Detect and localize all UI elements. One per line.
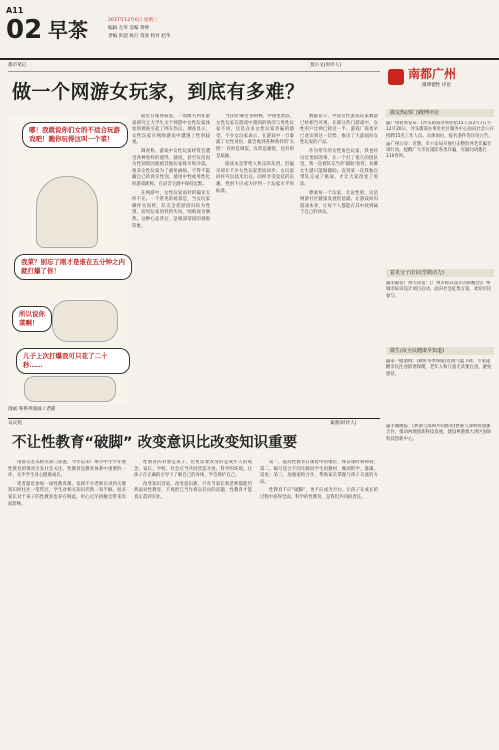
article-col-1	[132, 114, 210, 414]
paragraph: 游戏本是带给人快乐的东西，但偏见却让不少女性玩家望而却步。女玩家同样可以技术出众，同样享受竞技的乐趣。性别不应成为评判一个玩家水平的标准。	[216, 162, 294, 194]
article-col-3	[300, 114, 378, 414]
editor-credits: 编辑 左华 美编 黄钟	[108, 26, 150, 31]
sidebar-section-title-3: 微生活(全民健康早知道)	[386, 347, 494, 355]
paragraph: 性教育的对象是孩子，但更需要改变的是成年人的观念。家长、学校、社会应当共同营造开放、科学的环境，让孩子在正确的引导下了解自己的身体，学会保护自己。	[134, 460, 252, 479]
paragraph: 第一，提高性教育在课程中的地位，保证课时和师资；第二，编写适合不同年龄段学生的教材，做到科学、准确、适度；第三，加强家校合作，帮助家长掌握与孩子交流的方法。	[260, 460, 378, 485]
paragraph: 性教育不应“破脚”，更不应成为空白。让孩子在成长的过程中获得全面、科学的性教育，是我们共同的责任。	[260, 488, 378, 500]
paragraph: 最近有媒体报道，一项澳大利亚游戏研究主大学生关于网游中女性玩家体验的调查引起了网友热议，调查显示，女性玩家在网络游戏中遭遇了性别歧视。	[132, 114, 210, 146]
paragraph: 在网游中，女性玩家面对的偏见无所不在。一个常见的场景是，当女玩家操作失误时，队友会把原因归结为性别，而男玩家同样的失误，则被视为偶然。这种心态背后，是根深蒂固的刻板印象。	[132, 190, 210, 229]
comic-bubble-4: 儿子上次打爆我可只花了二十秒……	[16, 348, 130, 374]
comic-bubble-1: 哪！我就说你们女的不适合玩游戏吧！瞧你玩得这叫一个菜！	[22, 122, 128, 148]
paragraph: 当我说'哪里'的时候，中国也类似。女性玩家在游戏中遇到的情况与男性玩家不同，这是众多女性玩家普遍的感受。不少女玩家表示，在游戏中一旦暴露了女性身份，就会收到各种各样的'关照'：有的是调侃，有的是骚扰，也有的是质疑。	[216, 114, 294, 159]
bottom-tag: 众议苑	[8, 421, 22, 426]
sidebar-items-3	[386, 359, 494, 423]
paragraph: 笔者最近参加一场性教育课，发现不少老师在讲到关键知识时往往一笔带过，学生对相关知识仍然一知半解。很多家长对于孩子的性教育也存在顾虑，担心过早接触会带来负面影响。	[8, 481, 126, 507]
bottom-byline: 秦蕾(时评人)	[330, 421, 357, 426]
sidebar-items-4	[386, 424, 494, 744]
comic-bubble-3: 所以说你菜啊！	[12, 306, 52, 332]
masthead-rule	[0, 58, 499, 60]
sidebar-items-2	[386, 281, 494, 341]
proof-credits: 责编 彭超 执行 常欢 校对 赵华	[108, 34, 171, 39]
headline: 做一个网游女玩家，到底有多难？	[12, 81, 305, 103]
bottom-col-1	[8, 460, 126, 740]
sidebar-logo	[386, 63, 494, 103]
comic-bubble-2: 我菜？别忘了刚才是谁在五分钟之内就打爆了你！	[14, 254, 132, 280]
weibo-post: @广州看黄发布：[沙头街道办事处招15人]12月7日至12月20日，沙头街道办事处社区服务中心面向社会公开招聘15名工作人员。具体岗位、报名条件等详见公告。	[386, 121, 494, 139]
sidebar-logo-sub: 微博德性 评论	[422, 83, 452, 88]
section-title: 早茶	[48, 18, 88, 42]
article-col-2	[216, 114, 294, 414]
topic-tag: 都市笔记	[8, 63, 27, 68]
masthead	[0, 0, 499, 62]
topic-rule	[8, 71, 380, 72]
bottom-col-2	[134, 460, 252, 740]
sidebar-logo-text: 南都广州	[408, 67, 457, 81]
sidebar-items-1	[386, 121, 494, 261]
brand-logo: A11	[6, 6, 24, 15]
comic-caption: 漫画 零系列漫画 / 老猫	[8, 407, 56, 412]
paragraph: 作为常年的女性角色玩家，我也经历过类似的事。在一个打了很久的团队里，我一直被队友当作'辅助'看待，仿佛女生就只能做辅助。直到某一次我独自带队完成了挑战，才让大家改变了看法。	[300, 148, 378, 187]
bottom-headline: 不让性教育“破脚” 改变意识比改变知识重要	[12, 435, 298, 451]
sidebar-section-title-2: 意见分子(旧决型微动力)	[386, 269, 494, 277]
bottom-col-3	[260, 460, 378, 740]
issue-number: 02	[6, 15, 43, 45]
logo-mark-icon	[388, 69, 404, 85]
paragraph: 改变知识容易，改变意识难。只有当家长和老师都能坦然面对性教育，不再把它当作难以启齿的话题，性教育才能真正落到实处。	[134, 481, 252, 500]
paragraph: 调查称，游戏中女性玩家经常会遭受各种各样的谩骂、骚扰，甚至仅仅因为性别原因就被其他玩家排斥和冷落。很多女性玩家为了避免麻烦，不得不隐藏自己的真实性别，使用中性或男性化的游戏昵称，在语音交流中保持沉默。	[132, 148, 210, 187]
bottom-rule	[8, 418, 380, 419]
weibo-post: @第一健康网：[做好冬季保暖]近期气温下降，专家提醒市民注意防寒保暖，老年人和儿童尤其要注意，避免感冒。	[386, 359, 492, 377]
paragraph: 南都记者从相关部门获悉，今年以来广州市中小学开展性教育的情况引发社会关注。性教育是教育体系中重要的一环，关乎学生身心健康成长。	[8, 460, 126, 479]
weibo-post: @羊城晚报：[香港与深圳共同推动]香港与深圳将加强合作，推动两地创新科技发展，建设粤港澳大湾区国际科技创新中心。	[386, 424, 492, 442]
comic-figure-2	[52, 300, 118, 342]
byline: 莫小文(时评人)	[310, 63, 342, 68]
comic-figure-3	[24, 376, 116, 402]
sidebar	[386, 63, 494, 423]
sidebar-section-title-1: 微友热(部门)微博评论	[386, 109, 494, 117]
weibo-post: @荣毅发广州大读馆：[广州市标识设计的新概念]广州城市标识设计项目启动，面向社会征集方案，欢迎市民参与。	[386, 281, 492, 299]
issue-date: 2017年12月6日 星期三	[108, 18, 158, 23]
comic-panel	[8, 114, 128, 404]
paragraph: 尊重每一个玩家，无论性别，这是网游社区健康发展的基础。让游戏回归游戏本身，让每个人都能在其中找到属于自己的快乐。	[300, 190, 378, 216]
paragraph: 数据显示，中国女性游戏玩家数量已经相当可观，在部分热门游戏中，女性用户比例已接近一半。游戏厂商也早已意识到这一趋势，推出了大量面向女性玩家的产品。	[300, 114, 378, 146]
comic-figure-1	[36, 176, 98, 248]
weibo-post: @广州公安：近期，市公安局开展打击整治养老诈骗专项行动，提醒广大市民谨防各类诈骗，有疑问请拨打110咨询。	[386, 141, 492, 160]
